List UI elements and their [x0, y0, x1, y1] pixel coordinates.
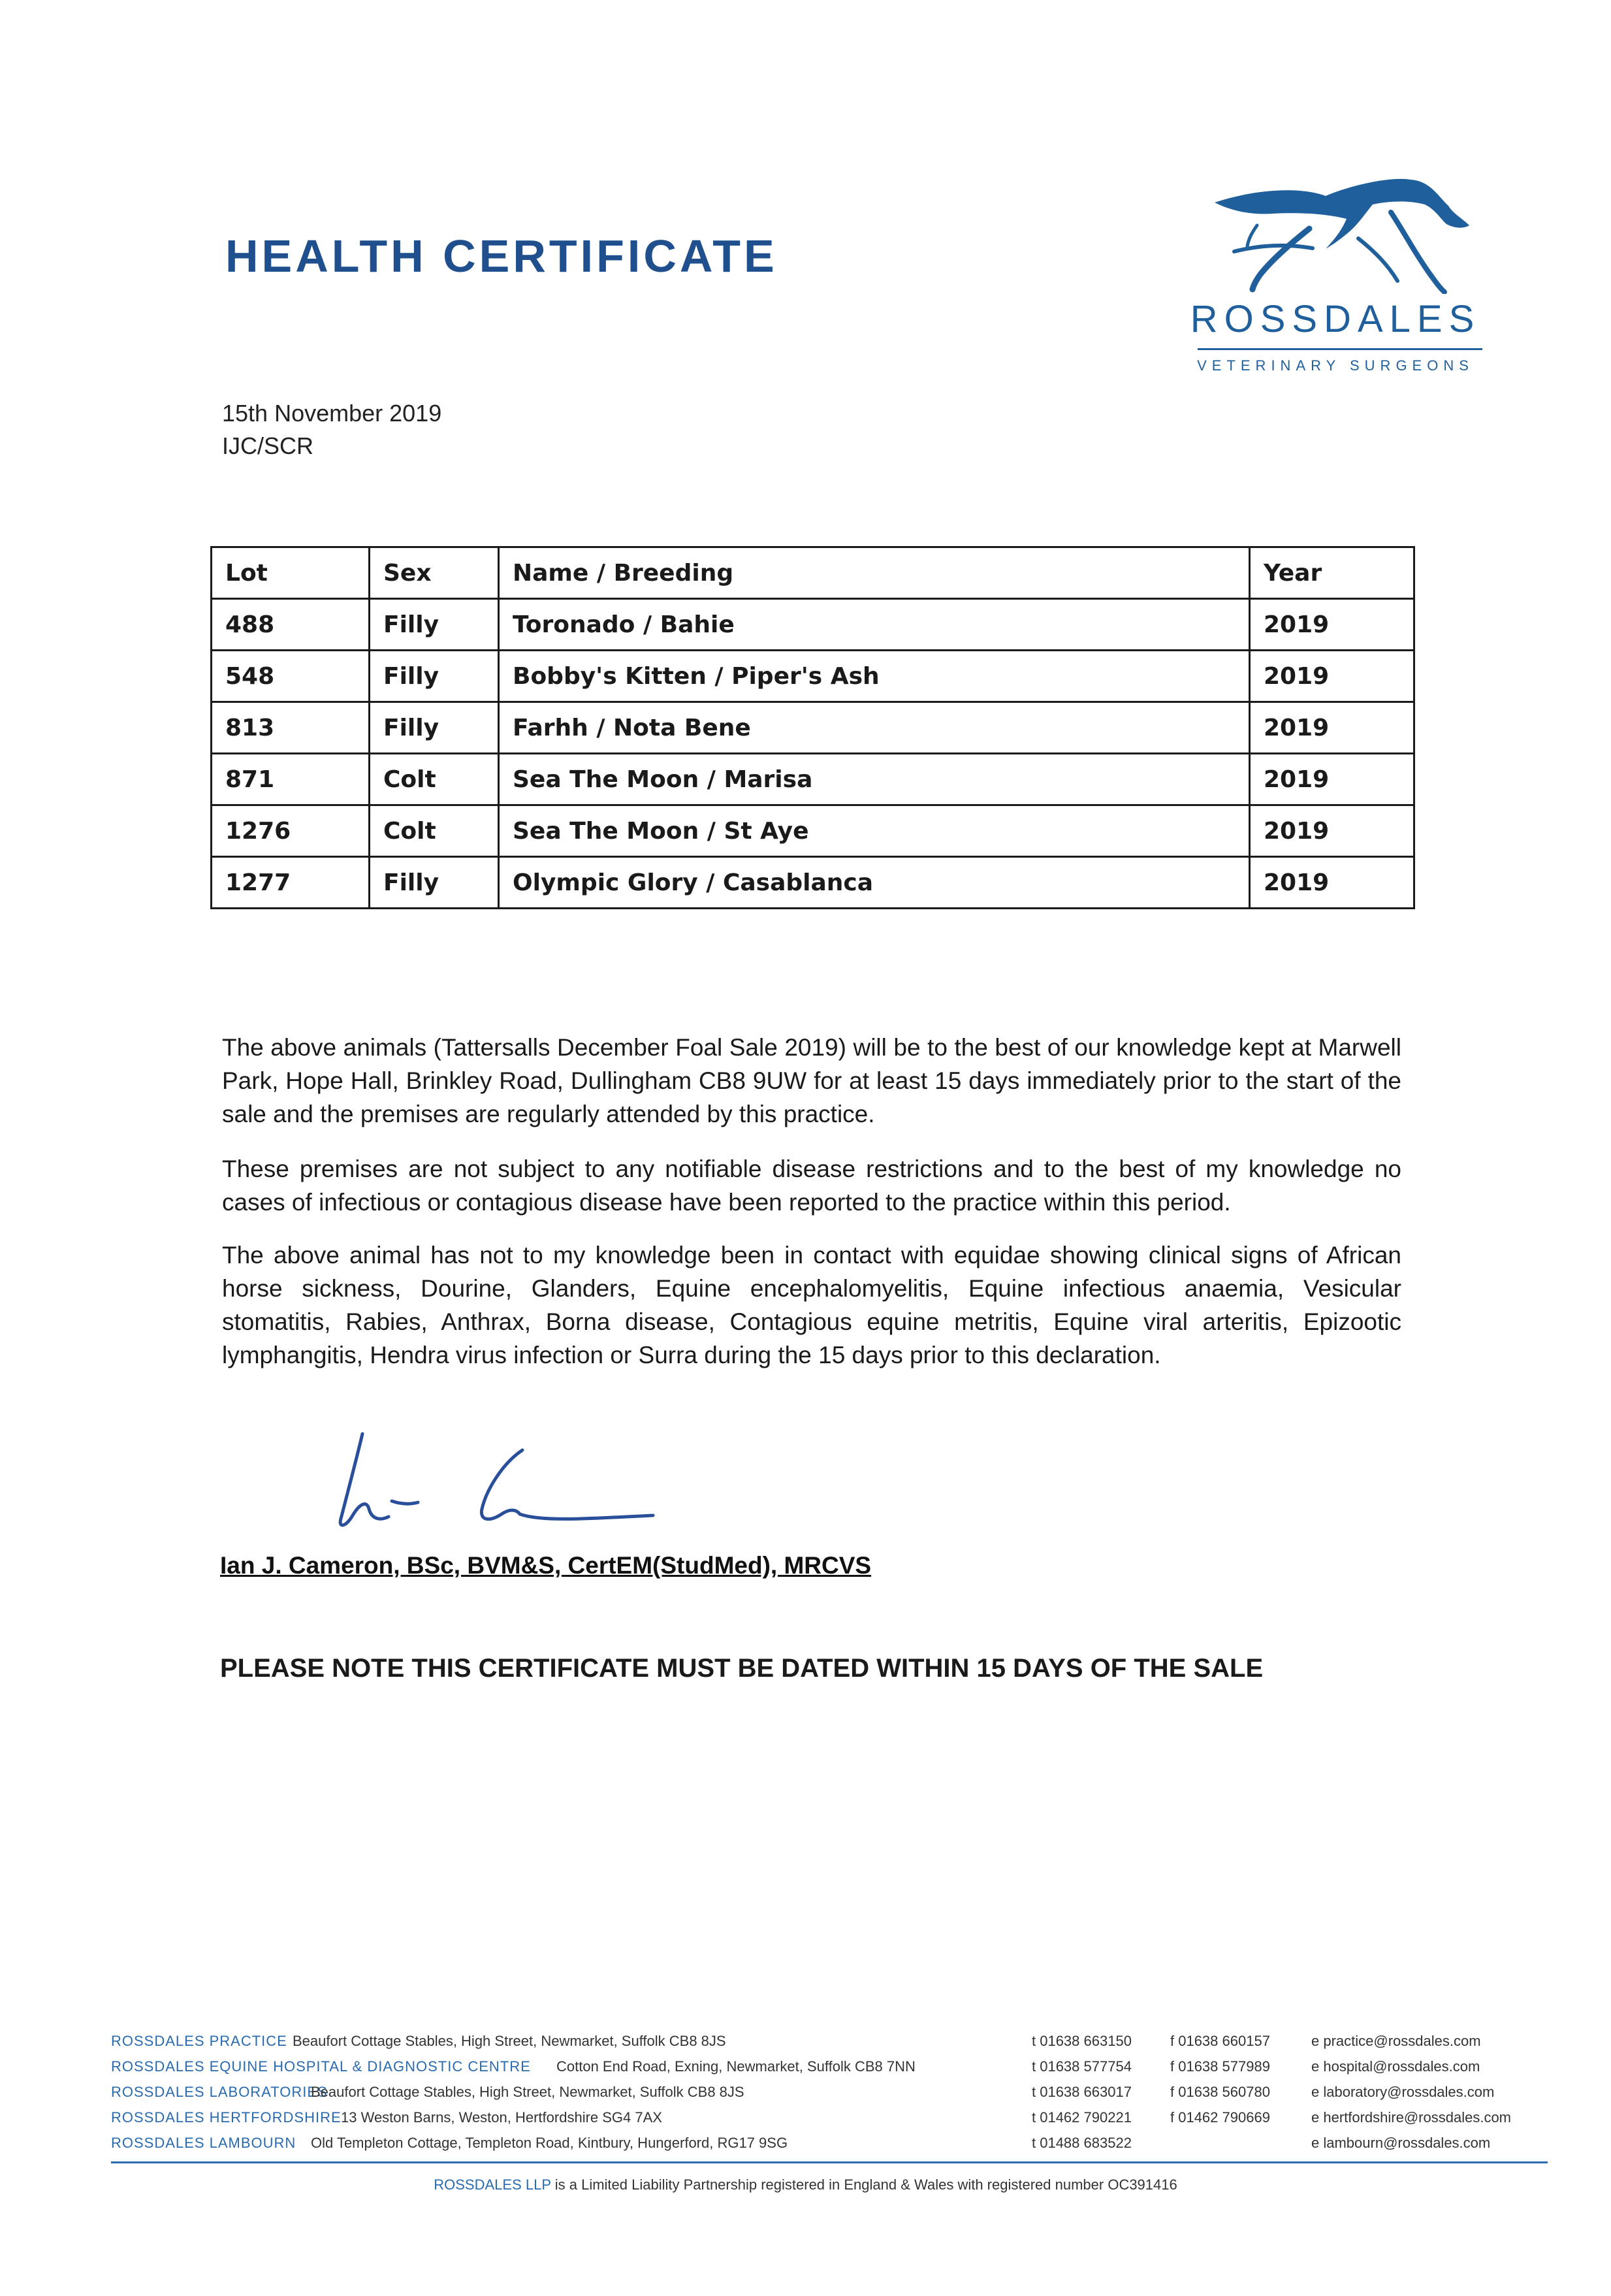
table-row [212, 599, 1414, 651]
name-breeding-cell: Bobby's Kitten / Piper's Ash [499, 651, 1250, 702]
office-name: ROSSDALES LABORATORIES [111, 2084, 328, 2100]
office-phone: t 01488 683522 [1032, 2135, 1132, 2151]
year-cell: 2019 [1250, 754, 1414, 805]
office-name: ROSSDALES PRACTICE [111, 2033, 287, 2049]
lot-cell: 1277 [212, 857, 370, 909]
sex-cell: Filly [370, 599, 499, 651]
name-breeding-cell: Farhh / Nota Bene [499, 702, 1250, 754]
table-row [212, 651, 1414, 702]
body-paragraph-restrictions: These premises are not subject to any notifiable disease restrictions and to the best of my knowledge no cases of infectious or contagious disease have been reported to the practice within this period. [222, 1156, 1401, 1216]
office-fax: f 01638 577989 [1170, 2058, 1270, 2075]
office-email: e hospital@rossdales.com [1311, 2058, 1480, 2075]
lot-cell: 871 [212, 754, 370, 805]
office-fax: f 01638 660157 [1170, 2033, 1270, 2049]
document-title: HEALTH CERTIFICATE [225, 231, 778, 282]
office-email: e lambourn@rossdales.com [1311, 2135, 1491, 2151]
footer-office-row [111, 2033, 1567, 2058]
office-address: Old Templeton Cottage, Templeton Road, Kintbury, Hungerford, RG17 9SG [311, 2135, 788, 2151]
logo-wordmark: ROSSDALES [1190, 298, 1481, 340]
office-fax: f 01638 560780 [1170, 2084, 1270, 2100]
horse-table [210, 546, 1415, 909]
office-email: e laboratory@rossdales.com [1311, 2084, 1495, 2100]
table-row [212, 857, 1414, 909]
year-cell: 2019 [1250, 599, 1414, 651]
name-breeding-cell: Sea The Moon / St Aye [499, 805, 1250, 857]
footer-office-row [111, 2084, 1567, 2109]
office-fax: f 01462 790669 [1170, 2109, 1270, 2126]
rossdales-logo [1188, 167, 1482, 382]
lot-cell: 548 [212, 651, 370, 702]
year-cell: 2019 [1250, 651, 1414, 702]
dating-notice: PLEASE NOTE THIS CERTIFICATE MUST BE DATED WITHIN 15 DAYS OF THE SALE [220, 1654, 1264, 1683]
legal-company-name: ROSSDALES LLP [434, 2176, 551, 2193]
office-address: Cotton End Road, Exning, Newmarket, Suffolk CB8 7NN [556, 2058, 916, 2075]
body-paragraph-location: The above animals (Tattersalls December Foal Sale 2019) will be to the best of our knowledge kept at Marwell Park, Hope Hall, Brinkley Road, Dullingham CB8 9UW for at least 15 days immediately prior to the start of the sale and the premises are regularly attended by this practice. [222, 1034, 1401, 1127]
year-cell: 2019 [1250, 805, 1414, 857]
legal-registration-text: is a Limited Liability Partnership registered in England & Wales with registered number OC391416 [554, 2176, 1177, 2193]
body-paragraph-disease-contact: The above animal has not to my knowledge been in contact with equidae showing clinical signs of African horse sickness, Dourine, Glanders, Equine encephalomyelitis, Equine infectious anaemia, Vesicular stomatitis, Rabies, Anthrax, Borna disease, Contagious equine metritis, Equine viral arteritis, Epizootic lymphangitis, Hendra virus infection or Surra during the 15 days prior to this declaration. [222, 1242, 1401, 1368]
office-address: 13 Weston Barns, Weston, Hertfordshire SG4 7AX [341, 2109, 662, 2126]
logo-subtitle: VETERINARY SURGEONS [1197, 357, 1474, 374]
office-phone: t 01462 790221 [1032, 2109, 1132, 2126]
name-breeding-cell: Toronado / Bahie [499, 599, 1250, 651]
office-name: ROSSDALES EQUINE HOSPITAL & DIAGNOSTIC CENTRE [111, 2058, 531, 2075]
name-breeding-cell: Olympic Glory / Casablanca [499, 857, 1250, 909]
lot-cell: 488 [212, 599, 370, 651]
certificate-date: 15th November 2019 [222, 400, 442, 427]
column-header-sex: Sex [370, 547, 499, 599]
office-email: e hertfordshire@rossdales.com [1311, 2109, 1512, 2126]
legal-notice [0, 2176, 1611, 2193]
reference-code: IJC/SCR [222, 432, 314, 459]
office-phone: t 01638 663017 [1032, 2084, 1132, 2100]
lot-cell: 1276 [212, 805, 370, 857]
lot-cell: 813 [212, 702, 370, 754]
table-row [212, 805, 1414, 857]
column-header-lot: Lot [212, 547, 370, 599]
office-email: e practice@rossdales.com [1311, 2033, 1481, 2049]
signer-name: Ian J. Cameron, BSc, BVM&S, CertEM(StudMed), MRCVS [220, 1552, 872, 1579]
office-phone: t 01638 663150 [1032, 2033, 1132, 2049]
footer-office-row [111, 2135, 1567, 2159]
sex-cell: Filly [370, 702, 499, 754]
office-address: Beaufort Cottage Stables, High Street, Newmarket, Suffolk CB8 8JS [311, 2084, 744, 2100]
office-phone: t 01638 577754 [1032, 2058, 1132, 2075]
footer-divider [111, 2161, 1548, 2163]
sex-cell: Filly [370, 857, 499, 909]
table-row [212, 754, 1414, 805]
office-name: ROSSDALES HERTFORDSHIRE [111, 2109, 342, 2126]
year-cell: 2019 [1250, 857, 1414, 909]
logo-divider [1198, 348, 1482, 350]
office-name: ROSSDALES LAMBOURN [111, 2135, 296, 2151]
column-header-year: Year [1250, 547, 1414, 599]
sex-cell: Colt [370, 805, 499, 857]
table-header-row [212, 547, 1414, 599]
table-row [212, 702, 1414, 754]
column-header-name-breeding: Name / Breeding [499, 547, 1250, 599]
sex-cell: Colt [370, 754, 499, 805]
office-address: Beaufort Cottage Stables, High Street, Newmarket, Suffolk CB8 8JS [293, 2033, 726, 2049]
name-breeding-cell: Sea The Moon / Marisa [499, 754, 1250, 805]
handwritten-signature [327, 1424, 679, 1535]
year-cell: 2019 [1250, 702, 1414, 754]
footer-office-row [111, 2109, 1567, 2134]
sex-cell: Filly [370, 651, 499, 702]
horse-logo-icon [1195, 167, 1482, 294]
footer-office-row [111, 2058, 1567, 2083]
